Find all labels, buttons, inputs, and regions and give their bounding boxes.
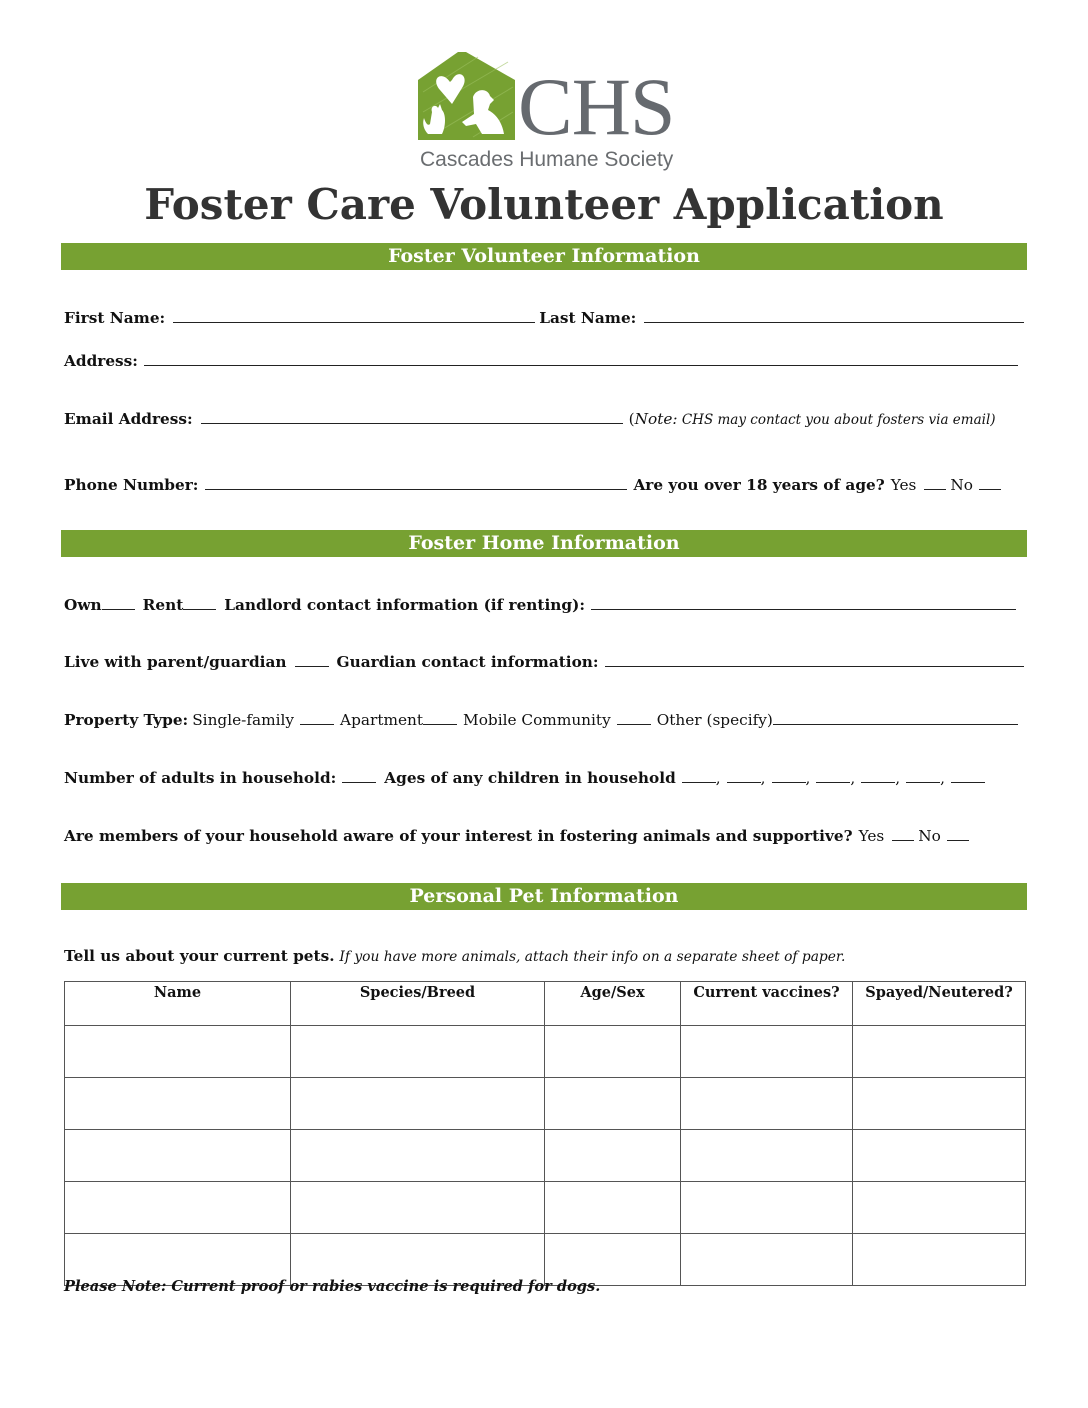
child-age-field[interactable] (682, 768, 716, 783)
pet-age-sex-cell[interactable] (545, 1130, 681, 1182)
aware-yes-label: Yes (858, 827, 885, 845)
pet-species-breed-cell[interactable] (291, 1078, 545, 1130)
pets-table (64, 981, 1026, 1286)
aware-question: Are members of your household aware of your interest in fostering animals and supportive? (64, 827, 853, 845)
pets-intro-italic: If you have more animals, attach their info on a separate sheet of paper. (339, 949, 846, 965)
last-name-field[interactable] (644, 308, 1024, 323)
logo-acronym: CHS (518, 61, 675, 152)
other-field[interactable] (773, 710, 1018, 725)
pet-age-sex-cell[interactable] (545, 1026, 681, 1078)
age-no-field[interactable] (979, 475, 1001, 490)
aware-yes-field[interactable] (892, 826, 914, 841)
separator: , (715, 769, 721, 787)
section-heading-pets: Personal Pet Information (61, 883, 1027, 910)
pet-species-breed-cell[interactable] (291, 1026, 545, 1078)
guardian-contact-label: Guardian contact information: (336, 653, 599, 671)
email-note-prefix: Note: (634, 410, 678, 428)
section-heading-home: Foster Home Information (61, 530, 1027, 557)
name-row (64, 306, 1024, 330)
landlord-field[interactable] (591, 595, 1016, 610)
table-header-row (65, 982, 1026, 1026)
household-aware-row (64, 824, 1024, 848)
guardian-live-label: Live with parent/guardian (64, 653, 287, 671)
pet-vaccines-cell[interactable] (681, 1130, 853, 1182)
pets-intro (64, 944, 1024, 968)
house-heart-dog-cat-icon (418, 52, 515, 140)
table-row (65, 1130, 1026, 1182)
own-field[interactable] (102, 595, 135, 610)
mobile-community-label: Mobile Community (463, 711, 611, 729)
column-header-spayed-neutered: Spayed/Neutered? (853, 982, 1026, 1026)
pet-vaccines-cell[interactable] (681, 1182, 853, 1234)
guardian-live-field[interactable] (295, 652, 329, 667)
pet-vaccines-cell[interactable] (681, 1026, 853, 1078)
column-header-age-sex: Age/Sex (545, 982, 681, 1026)
separator: , (805, 769, 811, 787)
pet-age-sex-cell[interactable] (545, 1182, 681, 1234)
last-name-label: Last Name: (539, 309, 637, 327)
age-no-label: No (950, 476, 974, 494)
age-yes-field[interactable] (924, 475, 946, 490)
column-header-name: Name (65, 982, 291, 1026)
table-row (65, 1078, 1026, 1130)
adults-label: Number of adults in household: (64, 769, 337, 787)
pet-spayed-neutered-cell[interactable] (853, 1182, 1026, 1234)
phone-row (64, 473, 1024, 497)
email-label: Email Address: (64, 410, 193, 428)
child-age-field[interactable] (816, 768, 850, 783)
child-age-field[interactable] (906, 768, 940, 783)
child-age-field[interactable] (727, 768, 761, 783)
age-yes-label: Yes (890, 476, 917, 494)
guardian-contact-field[interactable] (605, 652, 1024, 667)
household-row (64, 766, 1024, 790)
property-type-row (64, 708, 1024, 732)
first-name-label: First Name: (64, 309, 166, 327)
separator: , (940, 769, 946, 787)
adults-field[interactable] (342, 768, 376, 783)
pet-species-breed-cell[interactable] (291, 1130, 545, 1182)
children-label: Ages of any children in household (384, 769, 676, 787)
ownership-row (64, 593, 1024, 617)
table-row (65, 1026, 1026, 1078)
pet-name-cell[interactable] (65, 1078, 291, 1130)
age-question: Are you over 18 years of age? (633, 476, 885, 494)
pet-spayed-neutered-cell[interactable] (853, 1130, 1026, 1182)
aware-no-field[interactable] (947, 826, 969, 841)
address-label: Address: (64, 352, 138, 370)
email-row (64, 407, 1024, 431)
section-heading-volunteer: Foster Volunteer Information (61, 243, 1027, 270)
pet-age-sex-cell[interactable] (545, 1078, 681, 1130)
pet-spayed-neutered-cell[interactable] (853, 1234, 1026, 1286)
rabies-note: Please Note: Current proof or rabies vaccine is required for dogs. (64, 1278, 601, 1295)
column-header-current-vaccines: Current vaccines? (681, 982, 853, 1026)
pet-species-breed-cell[interactable] (291, 1182, 545, 1234)
email-field[interactable] (201, 409, 623, 424)
pet-spayed-neutered-cell[interactable] (853, 1078, 1026, 1130)
child-age-field[interactable] (772, 768, 806, 783)
own-label: Own (64, 596, 102, 614)
aware-no-label: No (918, 827, 941, 845)
phone-label: Phone Number: (64, 476, 199, 494)
landlord-label: Landlord contact information (if renting): (224, 596, 586, 614)
logo-organization-name: Cascades Humane Society (420, 148, 674, 171)
email-note-open: ( (628, 410, 635, 428)
page-title: Foster Care Volunteer Application (144, 180, 944, 229)
first-name-field[interactable] (173, 308, 535, 323)
pet-name-cell[interactable] (65, 1130, 291, 1182)
address-row (64, 349, 1024, 373)
child-age-field[interactable] (951, 768, 985, 783)
apartment-label: Apartment (340, 711, 424, 729)
separator: , (850, 769, 856, 787)
pet-spayed-neutered-cell[interactable] (853, 1026, 1026, 1078)
rent-label: Rent (142, 596, 184, 614)
pet-vaccines-cell[interactable] (681, 1234, 853, 1286)
table-row (65, 1182, 1026, 1234)
separator: , (895, 769, 901, 787)
phone-field[interactable] (205, 475, 627, 490)
rent-field[interactable] (183, 595, 216, 610)
child-age-field[interactable] (861, 768, 895, 783)
guardian-row (64, 650, 1024, 674)
pet-vaccines-cell[interactable] (681, 1078, 853, 1130)
address-field[interactable] (144, 351, 1018, 366)
property-type-label: Property Type: (64, 711, 189, 729)
single-family-field[interactable] (300, 710, 334, 725)
other-label: Other (specify) (656, 711, 773, 729)
pet-name-cell[interactable] (65, 1182, 291, 1234)
single-family-label: Single-family (192, 711, 295, 729)
mobile-community-field[interactable] (617, 710, 651, 725)
pets-intro-bold: Tell us about your current pets. (64, 947, 335, 965)
separator: , (760, 769, 766, 787)
apartment-field[interactable] (423, 710, 457, 725)
pet-name-cell[interactable] (65, 1026, 291, 1078)
chs-logo (418, 52, 673, 174)
column-header-species-breed: Species/Breed (291, 982, 545, 1026)
email-note: CHS may contact you about fosters via email) (677, 412, 996, 428)
